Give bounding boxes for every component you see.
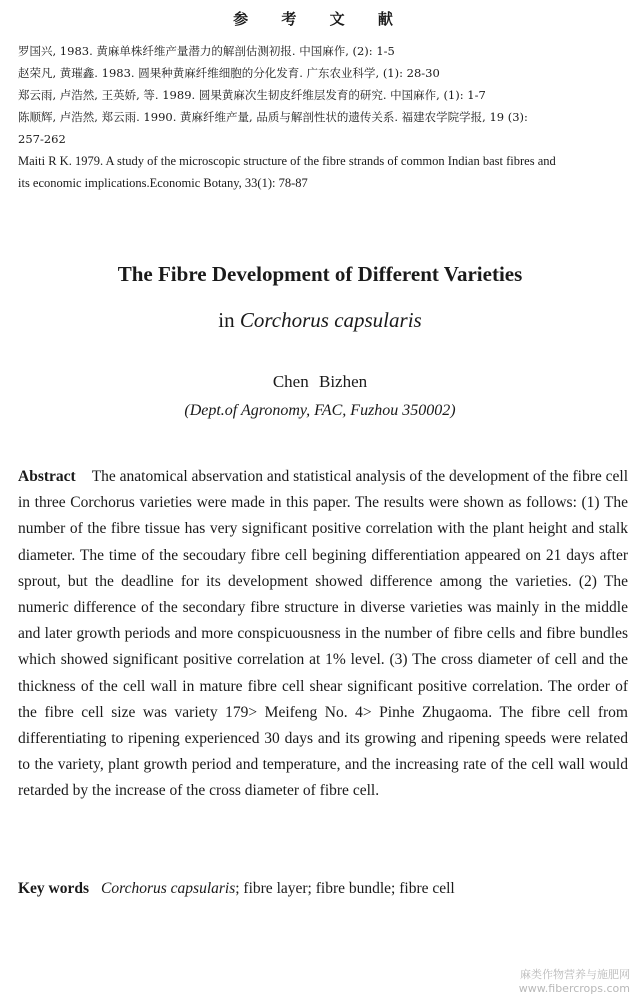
keywords-list: ; fibre layer; fibre bundle; fibre cell [235, 880, 455, 897]
reference-item: Maiti R K. 1979. A study of the microscopic structure of the fibre strands of common Indian bast fibres and [18, 154, 556, 168]
reference-item: 罗国兴, 1983. 黄麻单株纤维产量潜力的解剖估测初报. 中国麻作, (2): 1-5 [18, 44, 395, 58]
reference-item: 赵荣凡, 黄璀鑫. 1983. 圆果种黄麻纤维细胞的分化发育. 广东农业科学, (1): 28-30 [18, 66, 440, 80]
paper-subtitle [0, 308, 640, 333]
paper-title: The Fibre Development of Different Varieties [117, 262, 523, 286]
abstract-paragraph [18, 464, 628, 805]
abstract-label: Abstract [18, 468, 76, 485]
abstract-text: The anatomical abservation and statistical analysis of the development of the fibre cell in three Corchorus varieties were made in this paper. The results were shown as follows: (1) The number of the fibre tissue has very significant positive correlation with the plant height and stalk diameter. The time of the secoudary fibre cell begining differentiation appeared on 21 days after sprout, but the deadline for its development showed difference among the varieties. (2) The numeric difference of the secondary fibre structure in diverse varieties was mainly in the middle and later growth periods and more conspicuousness in the number of fibre cells and fibre bundles which showed significant positive correlation at 1% level. (3) The cross diameter of cell and the thickness of the cell wall in mature fibre cell shear significant positive correlation. The order of the fibre cell size was variety 179> Meifeng No. 4> Pinhe Zhugaoma. The fibre cell from differentiating to ripening experienced 30 days and its growing and ripening speeds were related to the variety, plant growth period and temperature, and the increasing rate of the cell wall would retarded by the increase of the cross diameter of fibre cell. [18, 468, 628, 800]
reference-item: 郑云雨, 卢浩然, 王英娇, 等. 1989. 圆果黄麻次生韧皮纤维层发育的研究. 中国麻作, (1): 1-7 [18, 88, 486, 102]
reference-item-continuation: 257-262 [18, 132, 66, 146]
subtitle-species: Corchorus capsularis [239, 308, 422, 332]
keywords-line [18, 880, 628, 898]
keywords-label: Key words [18, 880, 90, 897]
references-list [18, 40, 628, 194]
author-name: Chen Bizhen [272, 372, 368, 391]
reference-item-continuation: its economic implications.Economic Botany, 33(1): 78-87 [18, 176, 308, 190]
watermark-url: www.fibercrops.com [518, 982, 630, 995]
site-watermark [519, 968, 630, 996]
references-heading: 参 考 文 献 [233, 10, 407, 28]
subtitle-prefix: in [218, 308, 235, 332]
keywords-species: Corchorus capsularis [101, 880, 236, 897]
author-affiliation: (Dept.of Agronomy, FAC, Fuzhou 350002) [184, 402, 456, 419]
reference-item: 陈顺辉, 卢浩然, 郑云雨. 1990. 黄麻纤维产量, 品质与解剖性状的遗传关系. 福建农学院学报, 19 (3): [18, 110, 528, 124]
watermark-text: 麻类作物营养与施肥网 [520, 968, 630, 981]
